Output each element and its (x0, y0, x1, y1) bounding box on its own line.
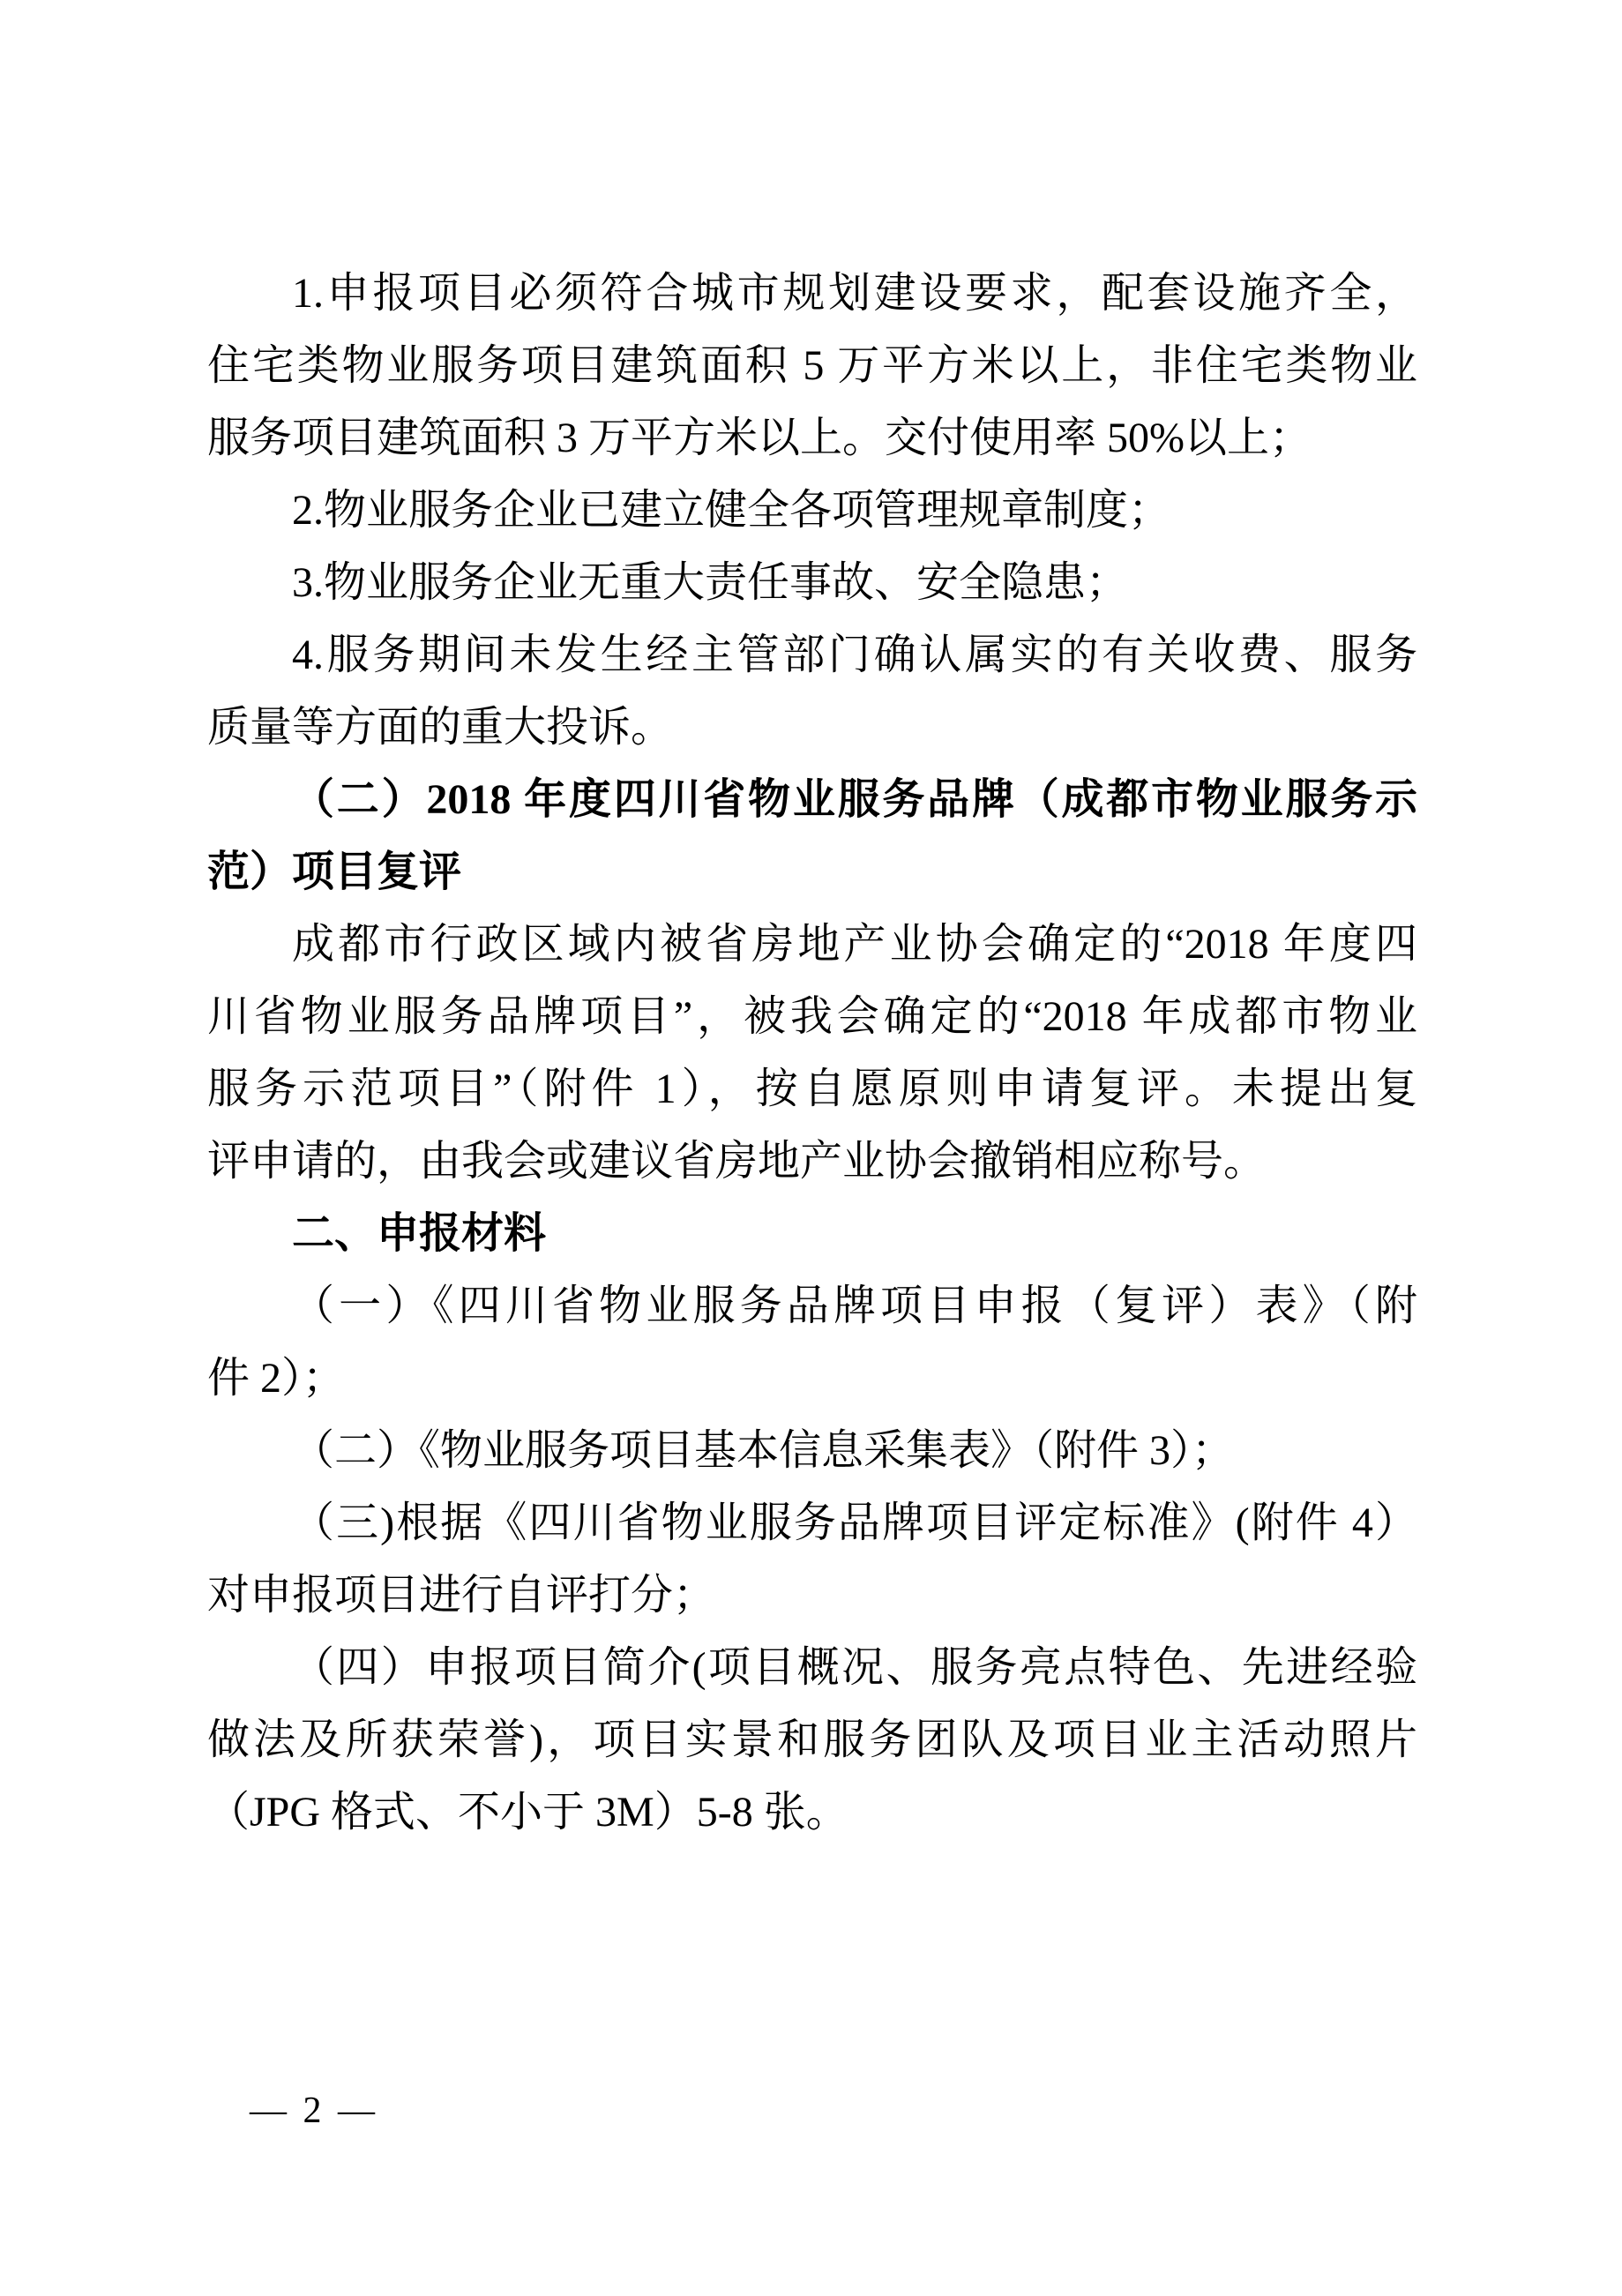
material-item-4-line-2: 做法及所获荣誉)，项目实景和服务团队及项目业主活动照片 (207, 1716, 1417, 1763)
material-item-3-line-1: （三)根据《四川省物业服务品牌项目评定标准》(附件 4） (292, 1500, 1417, 1546)
material-item-1-line-1: （一）《四川省物业服务品牌项目申报（复评）表》（附 (292, 1283, 1417, 1329)
material-item-4-line-1: （四）申报项目简介(项目概况、服务亮点特色、先进经验 (292, 1644, 1417, 1691)
numbered-item-1-line-2: 住宅类物业服务项目建筑面积 5 万平方米以上，非住宅类物业 (207, 342, 1417, 389)
review-paragraph-line-4: 评申请的，由我会或建议省房地产业协会撤销相应称号。 (207, 1138, 1267, 1185)
review-paragraph-line-1: 成都市行政区域内被省房地产业协会确定的“2018 年度四 (292, 921, 1417, 968)
subsection-heading-review-line-2: 范）项目复评 (207, 849, 462, 895)
material-item-1-line-2: 件 2）； (207, 1355, 346, 1402)
review-paragraph-line-3: 服务示范项目”（附件 1），按自愿原则申请复评。未提出复 (207, 1066, 1417, 1112)
numbered-item-4-line-2: 质量等方面的重大投诉。 (207, 704, 674, 751)
review-paragraph-line-2: 川省物业服务品牌项目”，被我会确定的“2018 年成都市物业 (207, 993, 1417, 1040)
numbered-item-3: 3.物业服务企业无重大责任事故、安全隐患； (292, 559, 1129, 606)
subsection-heading-review-line-1: （二）2018 年度四川省物业服务品牌（成都市物业服务示 (292, 776, 1417, 823)
document-body (207, 258, 1417, 1849)
page-number: — 2 — (250, 2090, 378, 2131)
section-heading-materials: 二、申报材料 (292, 1210, 547, 1257)
numbered-item-1-line-3: 服务项目建筑面积 3 万平方米以上。交付使用率 50%以上； (207, 415, 1312, 461)
numbered-item-4-line-1: 4.服务期间未发生经主管部门确认属实的有关收费、服务 (292, 632, 1417, 678)
numbered-item-1-line-1: 1.申报项目必须符合城市规划建设要求，配套设施齐全， (292, 270, 1417, 317)
numbered-item-2: 2.物业服务企业已建立健全各项管理规章制度； (292, 487, 1171, 534)
material-item-4-line-3: （JPG 格式、不小于 3M）5-8 张。 (207, 1789, 848, 1836)
material-item-3-line-2: 对申报项目进行自评打分； (207, 1572, 716, 1619)
material-item-2: （二）《物业服务项目基本信息采集表》（附件 3）； (292, 1427, 1235, 1474)
